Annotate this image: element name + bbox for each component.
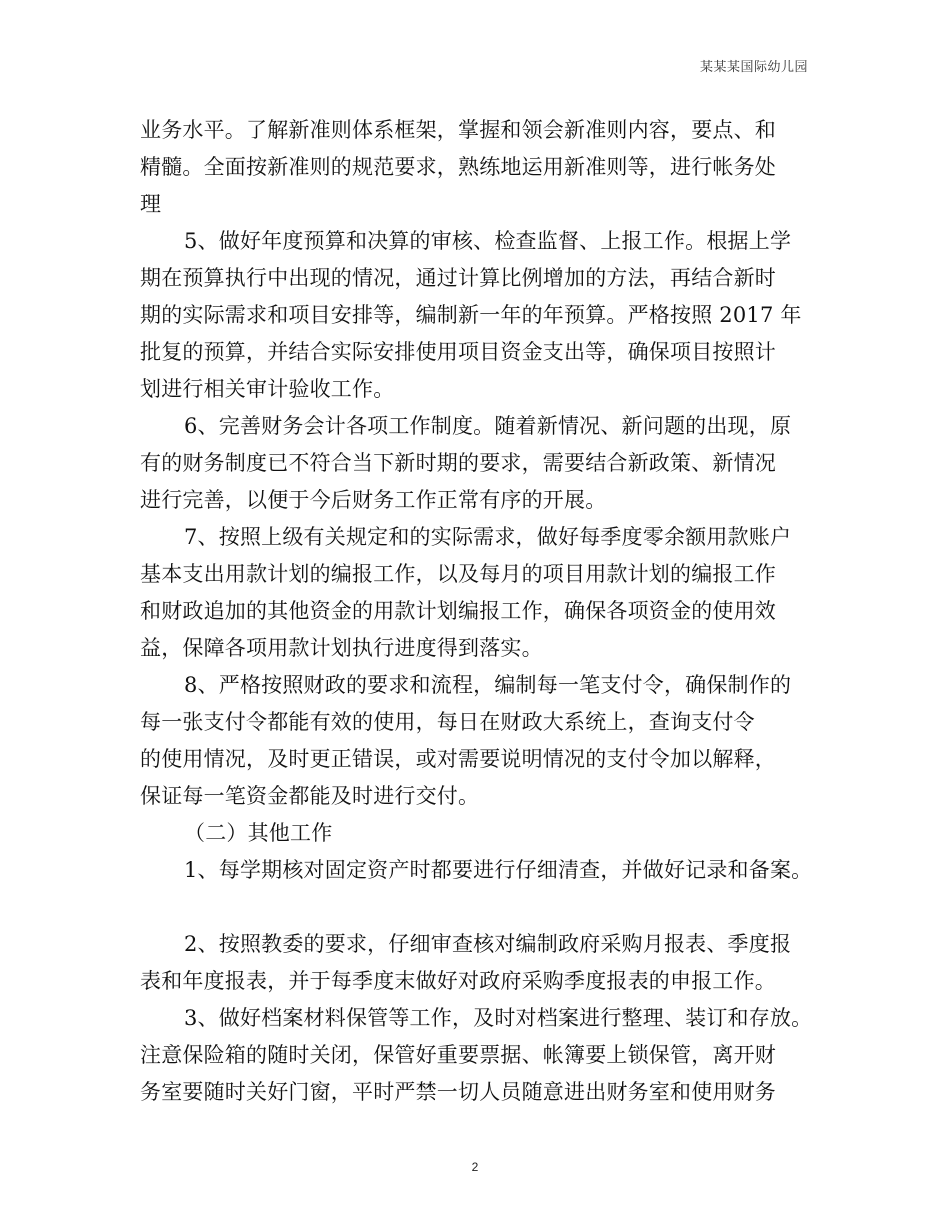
text-line: 益，保障各项用款计划执行进度得到落实。 xyxy=(140,636,543,660)
paragraph-start-line: 2、按照教委的要求，仔细审查核对编制政府采购月报表、季度报 xyxy=(184,932,792,956)
text-line: 有的财务制度已不符合当下新时期的要求，需要结合新政策、新情况 xyxy=(140,451,776,475)
page-number: 2 xyxy=(471,1160,479,1174)
paragraph-start-line: 3、做好档案材料保管等工作，及时对档案进行整理、装订和存放。 xyxy=(184,1006,813,1030)
paragraph-start-line: 1、每学期核对固定资产时都要进行仔细清查，并做好记录和备案。 xyxy=(184,858,813,882)
text-line: 注意保险箱的随时关闭，保管好重要票据、帐簿要上锁保管，离开财 xyxy=(140,1043,776,1067)
document-body xyxy=(140,112,812,1111)
text-line: 期在预算执行中出现的情况，通过计算比例增加的方法，再结合新时 xyxy=(140,266,776,290)
section-heading: （二）其他工作 xyxy=(184,821,333,845)
text-line: 表和年度报表，并于每季度末做好对政府采购季度报表的申报工作。 xyxy=(140,969,776,993)
paragraph-start-line: 8、严格按照财政的要求和流程，编制每一笔支付令，确保制作的 xyxy=(184,673,792,697)
text-line: 的使用情况，及时更正错误，或对需要说明情况的支付令加以解释， xyxy=(140,747,776,771)
text-line: 进行完善，以便于今后财务工作正常有序的开展。 xyxy=(140,488,607,512)
paragraph-start-line: 5、做好年度预算和决算的审核、检查监督、上报工作。根据上学 xyxy=(184,229,792,253)
text-line: 精髓。全面按新准则的规范要求，熟练地运用新准则等，进行帐务处 xyxy=(140,155,776,179)
text-line: 批复的预算，并结合实际安排使用项目资金支出等，确保项目按照计 xyxy=(140,340,776,364)
text-line: 业务水平。了解新准则体系框架，掌握和领会新准则内容，要点、和 xyxy=(140,118,776,142)
paragraph-start-line: 7、按照上级有关规定和的实际需求，做好每季度零余额用款账户 xyxy=(184,525,792,549)
blank-line xyxy=(140,889,812,926)
page-header-org-name: 某某某国际幼儿园 xyxy=(699,60,808,75)
text-line: 基本支出用款计划的编报工作，以及每月的项目用款计划的编报工作 xyxy=(140,562,776,586)
text-line: 每一张支付令都能有效的使用，每日在财政大系统上，查询支付令 xyxy=(140,710,755,734)
paragraph-start-line: 6、完善财务会计各项工作制度。随着新情况、新问题的出现，原 xyxy=(184,414,792,438)
text-line: 理 xyxy=(140,192,162,216)
text-line: 期的实际需求和项目安排等，编制新一年的年预算。严格按照 2017 年 xyxy=(140,303,802,327)
text-line: 保证每一笔资金都能及时进行交付。 xyxy=(140,784,480,808)
text-line: 和财政追加的其他资金的用款计划编报工作，确保各项资金的使用效 xyxy=(140,599,776,623)
text-line: 务室要随时关好门窗，平时严禁一切人员随意进出财务室和使用财务 xyxy=(140,1080,776,1104)
text-line: 划进行相关审计验收工作。 xyxy=(140,377,395,401)
